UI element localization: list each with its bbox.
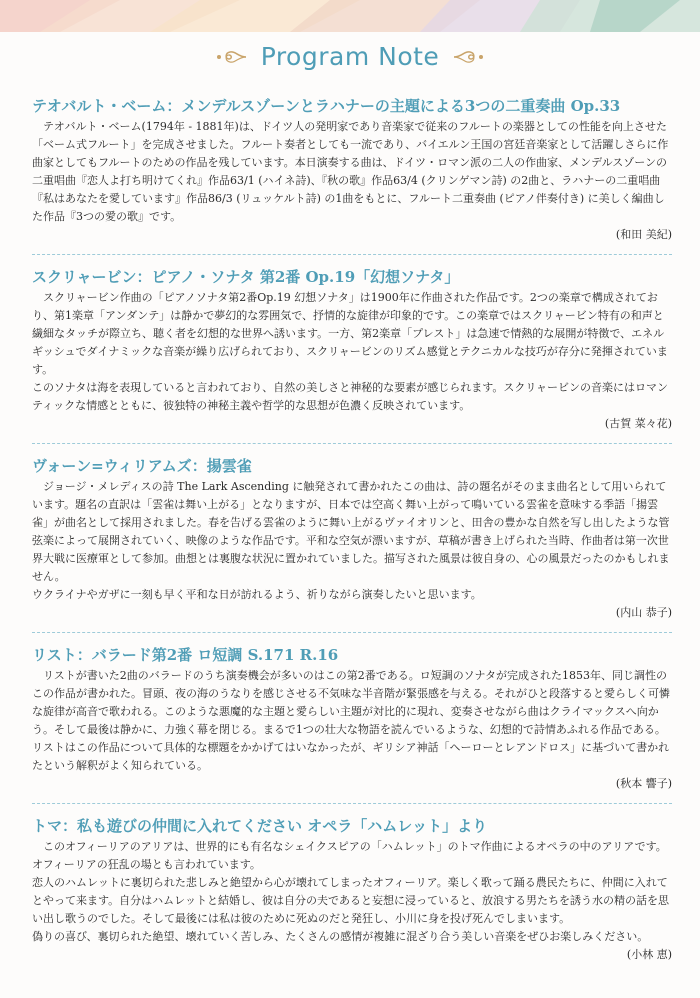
left-ornament-icon [214,48,248,66]
section-title: ヴォーン=ウィリアムズ：揚雲雀 [32,457,252,475]
section-author: (内山 恭子) [615,606,672,619]
note-section-liszt [32,645,672,793]
section-paragraph: ウクライナやガザに一刻も早く平和な日が訪れるよう、祈りながら演奏したいと思います。 [32,588,482,601]
section-paragraph: リストが書いた2曲のバラードのうち演奏機会が多いのはこの第2番である。ロ短調のソナタが完成された1853年、同じ調性のこの作品が書かれた。冒頭、夜の海のうなりを感じさせる不気味な半音階が緊張感を与える。それがひと段落すると愛らしく可憐な旋律が高音で歌われる。このような悪魔的な主題と愛らしい主題が対比的に現れ、変奏させながら曲はクライマックスへ向かう。そして最後は静かに、力強く幕を閉じる。まるで1つの壮大な物語を読んでいるような、幻想的で詩情あふれる作品である。リストはこの作品について具体的な標題をかかげてはいなかったが、ギリシア神話「ヘーローとレアンドロス」に基づいて書かれたという解釈がよく知られている。 [32,669,670,772]
section-divider [32,254,672,255]
section-paragraph: このオフィーリアのアリアは、世界的にも有名なシェイクスピアの「ハムレット」のトマ作曲によるオペラの中のアリアです。オフィーリアの狂乱の場とも言われています。 [32,840,667,871]
section-author: (古賀 菜々花) [604,417,672,430]
section-author: (秋本 響子) [615,777,672,790]
section-title: スクリャービン：ピアノ・ソナタ 第2番 Op.19「幻想ソナタ」 [32,268,460,286]
section-title: リスト：バラード第2番 ロ短調 S.171 R.16 [32,646,339,664]
section-paragraph: スクリャービン作曲の「ピアノソナタ第2番Op.19 幻想ソナタ」は1900年に作曲された作品です。2つの楽章で構成されており、第1楽章「アンダンテ」は静かで夢幻的な雰囲気で、抒情的な旋律が印象的です。この楽章ではスクリャービン特有の和声と繊細なタッチが際立ち、聴く者を幻想的な世界へ誘います。一方、第2楽章「プレスト」は急速で情熱的な展開が特徴で、エネルギッシュでダイナミックな音楽が繰り広げられており、スクリャービンのリズム感覚とテクニカルな技巧が存分に発揮されています。 [32,291,668,376]
section-author: (小林 恵) [626,948,672,961]
section-paragraph: ジョージ・メレディスの詩 The Lark Ascending に触発されて書かれたこの曲は、詩の題名がそのまま曲名として用いられています。題名の直訳は「雲雀は舞い上がる」となりますが、日本では空高く舞い上がって鳴いている雲雀を意味する季語「揚雲雀」が曲名として採用されました。春を告げる雲雀のように舞い上がるヴァイオリンと、田舎の豊かな自然を写し出したような管弦楽によって展開されていく、映像のような作品です。平和な空気が漂いますが、草稿が書き上げられた当時、作曲者は第一次世界大戦に医療軍として参加。曲想とは裏腹な状況に置かれていました。描写された風景は彼自身の、心の風景だったのかもしれません。 [32,480,670,583]
decorative-header-art [0,0,700,32]
section-author: (和田 美紀) [615,228,672,241]
section-divider [32,443,672,444]
right-ornament-icon [452,48,486,66]
section-paragraph: テオバルト・ベーム(1794年 - 1881年)は、ドイツ人の発明家であり音楽家で従来のフルートの楽器としての性能を向上させた「ベーム式フルート」を完成させました。フルート奏者としても一流であり、バイエルン王国の宮廷音楽家として活躍しさらに作曲家としてもフルートのための作品を残しています。本日演奏する曲は、ドイツ・ロマン派の二人の作曲家、メンデルスゾーンの二重唱曲『恋人よ打ち明けてくれ』作品63/1 (ハイネ詩)、『秋の歌』作品63/4 (クリンゲマン詩) の2曲と、ラハナーの二重唱曲『私はあなたを愛しています』作品86/3 (リュッケルト詩) の1曲をもとに、フルート二重奏曲 (ピアノ伴奏付き) に美しく編曲した作品『3つの愛の歌』です。 [32,120,669,223]
note-section-scriabin [32,267,672,433]
section-divider [32,803,672,804]
note-section-thomas [32,816,672,964]
note-section-boehm [32,96,672,244]
page-header [0,42,700,71]
section-title: テオバルト・ベーム：メンデルスゾーンとラハナーの主題による3つの二重奏曲 Op.33 [32,97,621,115]
section-paragraph: 偽りの喜び、裏切られた絶望、壊れていく苦しみ、たくさんの感情が複雑に混ざり合う美しい音楽をぜひお楽しみください。 [32,930,649,943]
section-title: トマ：私も遊びの仲間に入れてください オペラ「ハムレット」より [32,817,488,835]
section-paragraph: 恋人のハムレットに裏切られた悲しみと絶望から心が壊れてしまったオフィーリア。楽しく歌って踊る農民たちに、仲間に入れてとやって来ます。自分はハムレットと結婚し、彼は自分の夫であると妄想に浸っていると、放浪する男たちを誘う水の精の話を思い出し歌うのでした。そして最後には私は彼のために死ぬのだと発狂し、小川に身を投げ死んでしまいます。 [32,876,670,925]
section-divider [32,632,672,633]
program-notes [32,96,672,964]
section-paragraph: このソナタは海を表現していると言われており、自然の美しさと神秘的な要素が感じられます。スクリャービンの音楽にはロマンティックな情感とともに、彼独特の神秘主義や哲学的な思想が色濃く反映されています。 [32,381,669,412]
page-title: Program Note [260,42,440,71]
note-section-vaughan-williams [32,456,672,622]
